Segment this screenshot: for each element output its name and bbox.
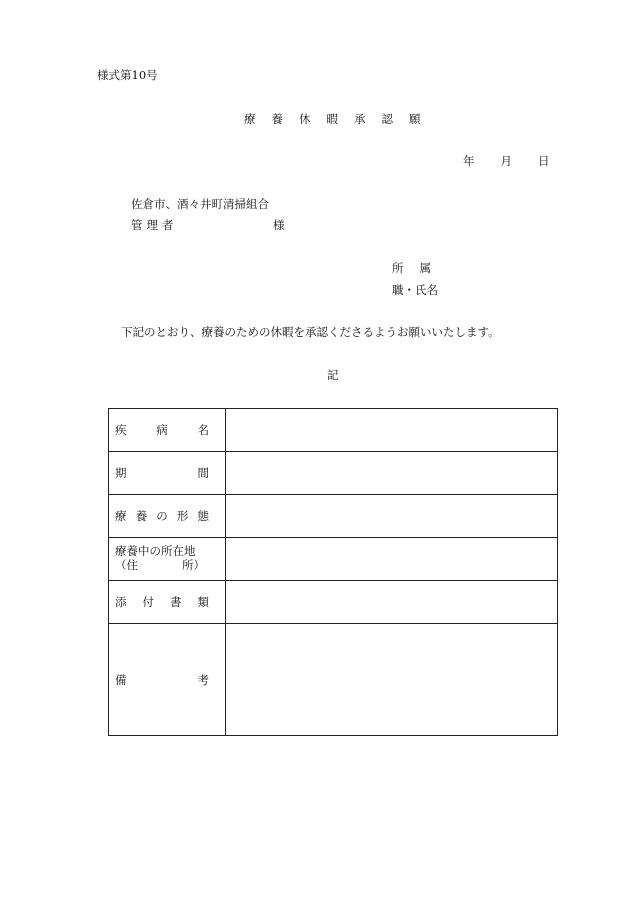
illness-name-field[interactable] [226,409,558,452]
request-body-text: 下記のとおり、療養のための休暇を承認くださるようお願いいたします。 [121,325,500,339]
date-day-label: 日 [538,154,550,168]
treatment-location-field[interactable] [226,538,558,581]
leave-detail-table [108,408,558,736]
treatment-form-label: 療 養 の 形 態 [109,495,226,538]
treatment-location-label: 療養中の所在地 （住 所） [109,538,226,581]
addressee-honorific: 様 [273,218,285,232]
remarks-label: 備 考 [109,624,226,736]
remarks-field[interactable] [226,624,558,736]
attachments-label: 添 付 書 類 [109,581,226,624]
illness-name-label: 疾 病 名 [109,409,226,452]
attachments-field[interactable] [226,581,558,624]
ki-heading: 記 [327,368,339,382]
period-field[interactable] [226,452,558,495]
table-row [109,452,558,495]
table-row [109,581,558,624]
form-number: 様式第10号 [97,68,158,82]
name-label: 職・氏名 [392,283,438,297]
period-label: 期 間 [109,452,226,495]
addressee-title: 管理者 [131,218,178,232]
date-line [463,156,550,168]
addressee-organization: 佐倉市、酒々井町清掃組合 [131,197,269,211]
affiliation-label: 所属 [392,261,447,275]
date-year-label: 年 [463,154,475,168]
table-row [109,624,558,736]
treatment-form-field[interactable] [226,495,558,538]
date-month-label: 月 [500,154,512,168]
table-row [109,495,558,538]
table-row [109,538,558,581]
document-title: 療養休暇承認願 [244,112,437,126]
table-row [109,409,558,452]
